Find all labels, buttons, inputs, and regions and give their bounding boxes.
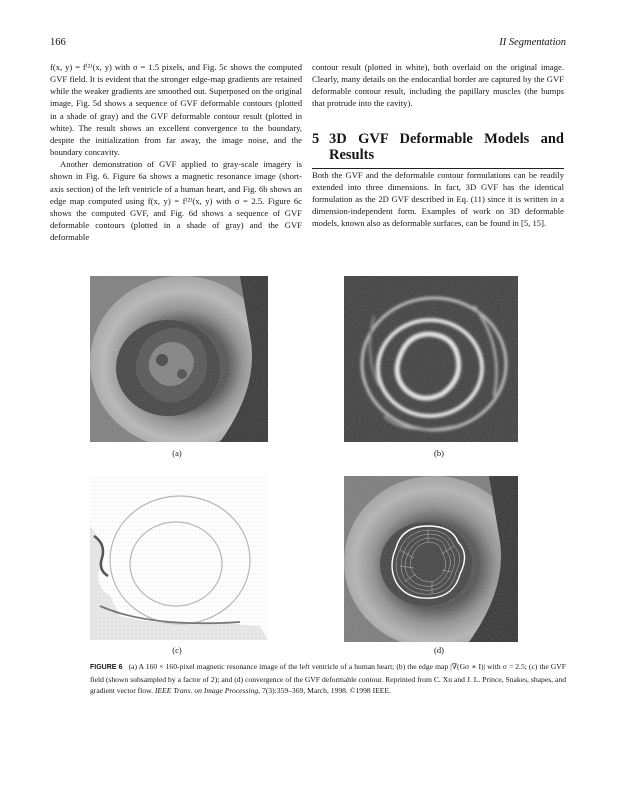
section-title: 3D GVF Deformable Models and Results <box>329 130 564 164</box>
panel-label-c: (c) <box>172 645 182 655</box>
left-column <box>50 61 302 243</box>
panel-label-a: (a) <box>172 448 182 458</box>
caption-journal: IEEE Trans. on Image Processing, <box>154 686 261 695</box>
panel-label-b: (b) <box>434 448 444 458</box>
caption-label: FIGURE 6 <box>90 664 123 671</box>
right-paragraph-1: contour result (plotted in white), both overlaid on the original image. Clearly, many details on the endocardial border are captured by the GVF deformable contour result, including the papillary muscles (the bumps that protrude into the cavity). <box>312 62 564 109</box>
left-paragraph-1: f(x, y) = f⁽²⁾(x, y) with σ = 1.5 pixels, and Fig. 5c shows the computed GVF field. It is evident that the stronger edge-map gradients are retained while the weaker gradients are smoothed out. Superposed on the original image, Fig. 5d shows a sequence of GVF deformable contours (plotted in a shade of gray) and the GVF deformable contour result (plotted in white). The result shows an excellent convergence to the boundary, despite the initialization from far away, the image noise, and the boundary concavity. <box>50 62 302 158</box>
running-head: II Segmentation <box>499 37 566 48</box>
left-paragraph-2: Another demonstration of GVF applied to gray-scale imagery is shown in Fig. 6. Figure 6a shows a magnetic resonance image (short-axis section) of the left ventricle of a human heart, and Fig. 6b shows an edge map computed using f(x, y) = f⁽²⁾(x, y) with σ = 2.5. Figure 6c shows the computed GVF, and Fig. 6d shows a sequence of GVF deformable contours (plotted in a shade of gray) and the GVF deformable <box>50 159 302 243</box>
section-heading <box>312 131 564 169</box>
right-column <box>312 61 564 229</box>
panel-label-d: (d) <box>434 645 444 655</box>
figure-panel-c-gvf-field <box>90 476 268 640</box>
figure-panel-b-edge-map <box>344 276 518 442</box>
caption-citation: 7(3):359–369, March, 1998. ©1998 IEEE. <box>261 686 391 695</box>
caption-text: (a) A 160 × 160-pixel magnetic resonance image of the left ventricle of a human heart; (b) the edge map |∇(Gσ ∗ I)| with σ = 2.5; (c) the GVF field (shown subsampled by a factor of 2); and (d) convergence of the GVF deformable contour. Reprinted from C. Xu and J. L. Prince, Snakes, shapes, and gradient vector flow. <box>90 662 566 695</box>
figure-panel-a-mr-image <box>90 276 268 442</box>
figure-panel-d-contour-convergence <box>344 476 518 642</box>
section-number: 5 <box>312 130 320 147</box>
right-paragraph-2: Both the GVF and the deformable contour formulations can be readily extended into three dimensions. In fact, 3D GVF has the identical formulation as the 2D GVF described in Eq. (11) since it is written in a dimension-independent form. Examples of work on 3D deformable models, known also as deformable surfaces, can be found in [5, 15]. <box>312 169 564 229</box>
figure-caption <box>90 661 566 697</box>
page-number: 166 <box>50 37 66 48</box>
